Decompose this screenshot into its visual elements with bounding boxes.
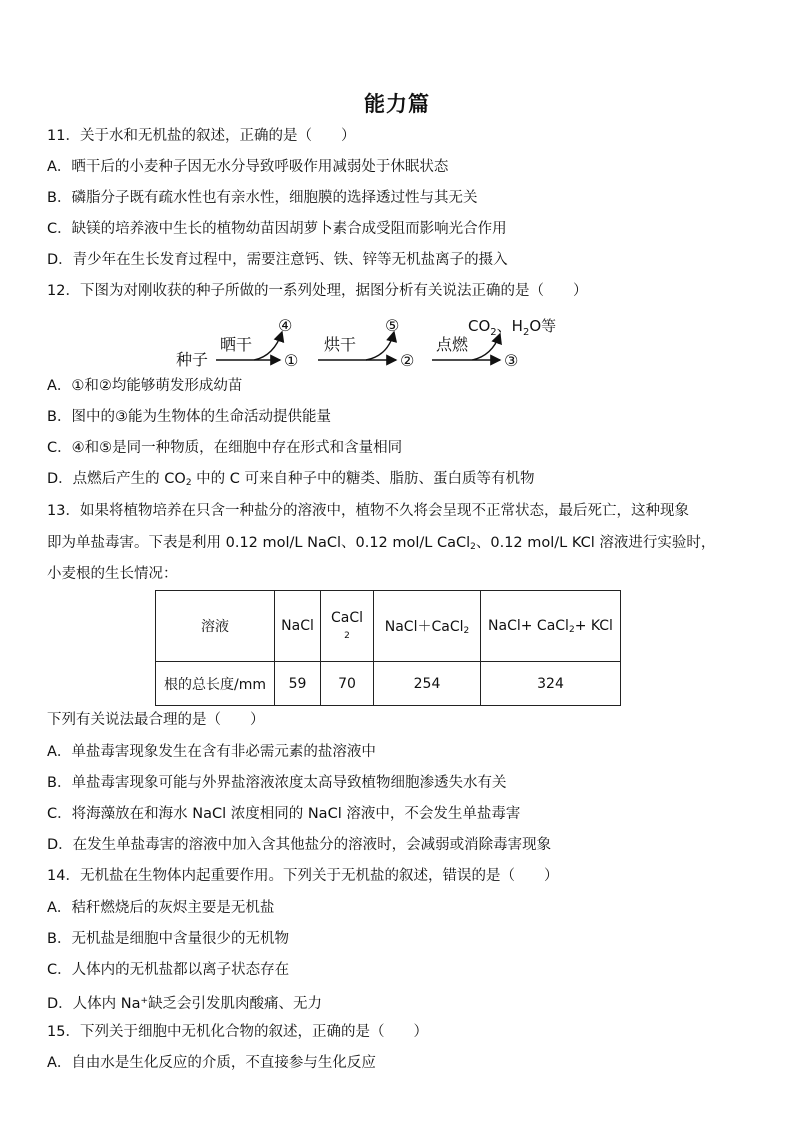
page-title: 能力篇 — [364, 92, 430, 116]
q15-option-a: A．自由水是生化反应的介质，不直接参与生化反应 — [47, 1055, 376, 1071]
q15-stem: 15．下列关于细胞中无机化合物的叙述，正确的是（ ） — [47, 1024, 428, 1040]
header-nacl: NaCl — [275, 591, 321, 662]
header-solution: 溶液 — [156, 591, 275, 662]
q13-stem-line3: 小麦根的生长情况： — [47, 566, 178, 582]
q13-ask: 下列有关说法最合理的是（ ） — [47, 712, 265, 728]
root-growth-table — [155, 590, 621, 706]
step-sun-dry: 晒干 — [220, 335, 253, 354]
product-3: ③ — [504, 351, 519, 370]
product-4: ④ — [278, 316, 293, 335]
q12-option-a: A．①和②均能够萌发形成幼苗 — [47, 378, 243, 394]
q13-stem-line1: 13．如果将植物培养在只含一种盐分的溶液中，植物不久将会呈现不正常状态，最后死亡，这种现象 — [47, 503, 689, 519]
q14-stem: 14．无机盐在生物体内起重要作用。下列关于无机盐的叙述，错误的是（ ） — [47, 868, 559, 884]
q13-option-c: C．将海藻放在和海水 NaCl 浓度相同的 NaCl 溶液中，不会发生单盐毒害 — [47, 806, 521, 822]
q12-stem: 12．下图为对刚收获的种子所做的一系列处理，据图分析有关说法正确的是（ ） — [47, 283, 588, 299]
q12-option-b: B．图中的③能为生物体的生命活动提供能量 — [47, 409, 331, 425]
q14-option-a: A．秸秆燃烧后的灰烬主要是无机盐 — [47, 900, 275, 916]
q11-option-c: C．缺镁的培养液中生长的植物幼苗因胡萝卜素合成受阻而影响光合作用 — [47, 221, 507, 237]
product-5: ⑤ — [385, 316, 400, 335]
q13-option-a: A．单盐毒害现象发生在含有非必需元素的盐溶液中 — [47, 744, 376, 760]
q13-stem-line2: 即为单盐毒害。下表是利用 0.12 mol/L NaCl、0.12 mol/L CaCl$_2$、0.12 mol/L KCl 溶液进行实验时， — [47, 535, 716, 552]
q12-option-d: D．点燃后产生的 $CO_2$ 中的 C 可来自种子中的糖类、脂肪、蛋白质等有机物 — [47, 471, 535, 488]
q13-option-d: D．在发生单盐毒害的溶液中加入含其他盐分的溶液时，会减弱或消除毒害现象 — [47, 837, 552, 853]
cell-nacl: 59 — [275, 662, 321, 706]
header-nacl-cacl2-kcl: NaCl+ CaCl$_2$+ KCl — [481, 591, 621, 662]
products-gas: $CO_2$、$H_2O$等 — [468, 317, 557, 338]
branch-arrow-4 — [254, 332, 282, 360]
product-2: ② — [400, 351, 415, 370]
table-header-row — [156, 591, 621, 662]
step-oven-dry: 烘干 — [324, 335, 357, 354]
q14-option-c: C．人体内的无机盐都以离子状态存在 — [47, 962, 290, 978]
seed-processing-diagram — [170, 312, 590, 376]
cell-nacl-cacl2: 254 — [374, 662, 481, 706]
branch-arrow-5 — [366, 332, 394, 360]
table-row — [156, 662, 621, 706]
step-ignite: 点燃 — [436, 335, 469, 354]
header-nacl-cacl2: NaCl＋CaCl$_2$ — [374, 591, 481, 662]
product-1: ① — [284, 351, 299, 370]
q14-option-b: B．无机盐是细胞中含量很少的无机物 — [47, 931, 289, 947]
q13-option-b: B．单盐毒害现象可能与外界盐溶液浓度太高导致植物细胞渗透失水有关 — [47, 775, 507, 791]
q11-option-b: B．磷脂分子既有疏水性也有亲水性，细胞膜的选择透过性与其无关 — [47, 190, 478, 206]
q12-option-c: C．④和⑤是同一种物质，在细胞中存在形式和含量相同 — [47, 440, 403, 456]
q14-option-d: D．人体内 Na+缺乏会引发肌肉酸痛、无力 — [47, 996, 323, 1012]
seed-label: 种子 — [176, 350, 209, 369]
cell-cacl2: 70 — [321, 662, 374, 706]
q11-option-a: A．晒干后的小麦种子因无水分导致呼吸作用减弱处于休眠状态 — [47, 159, 449, 175]
q11-option-d: D．青少年在生长发育过程中，需要注意钙、铁、锌等无机盐离子的摄入 — [47, 252, 508, 268]
cell-nacl-cacl2-kcl: 324 — [481, 662, 621, 706]
row-label-root-length: 根的总长度/mm — [156, 662, 275, 706]
q11-stem: 11．关于水和无机盐的叙述，正确的是（ ） — [47, 128, 356, 144]
header-cacl2: CaCl 2 — [321, 591, 374, 662]
